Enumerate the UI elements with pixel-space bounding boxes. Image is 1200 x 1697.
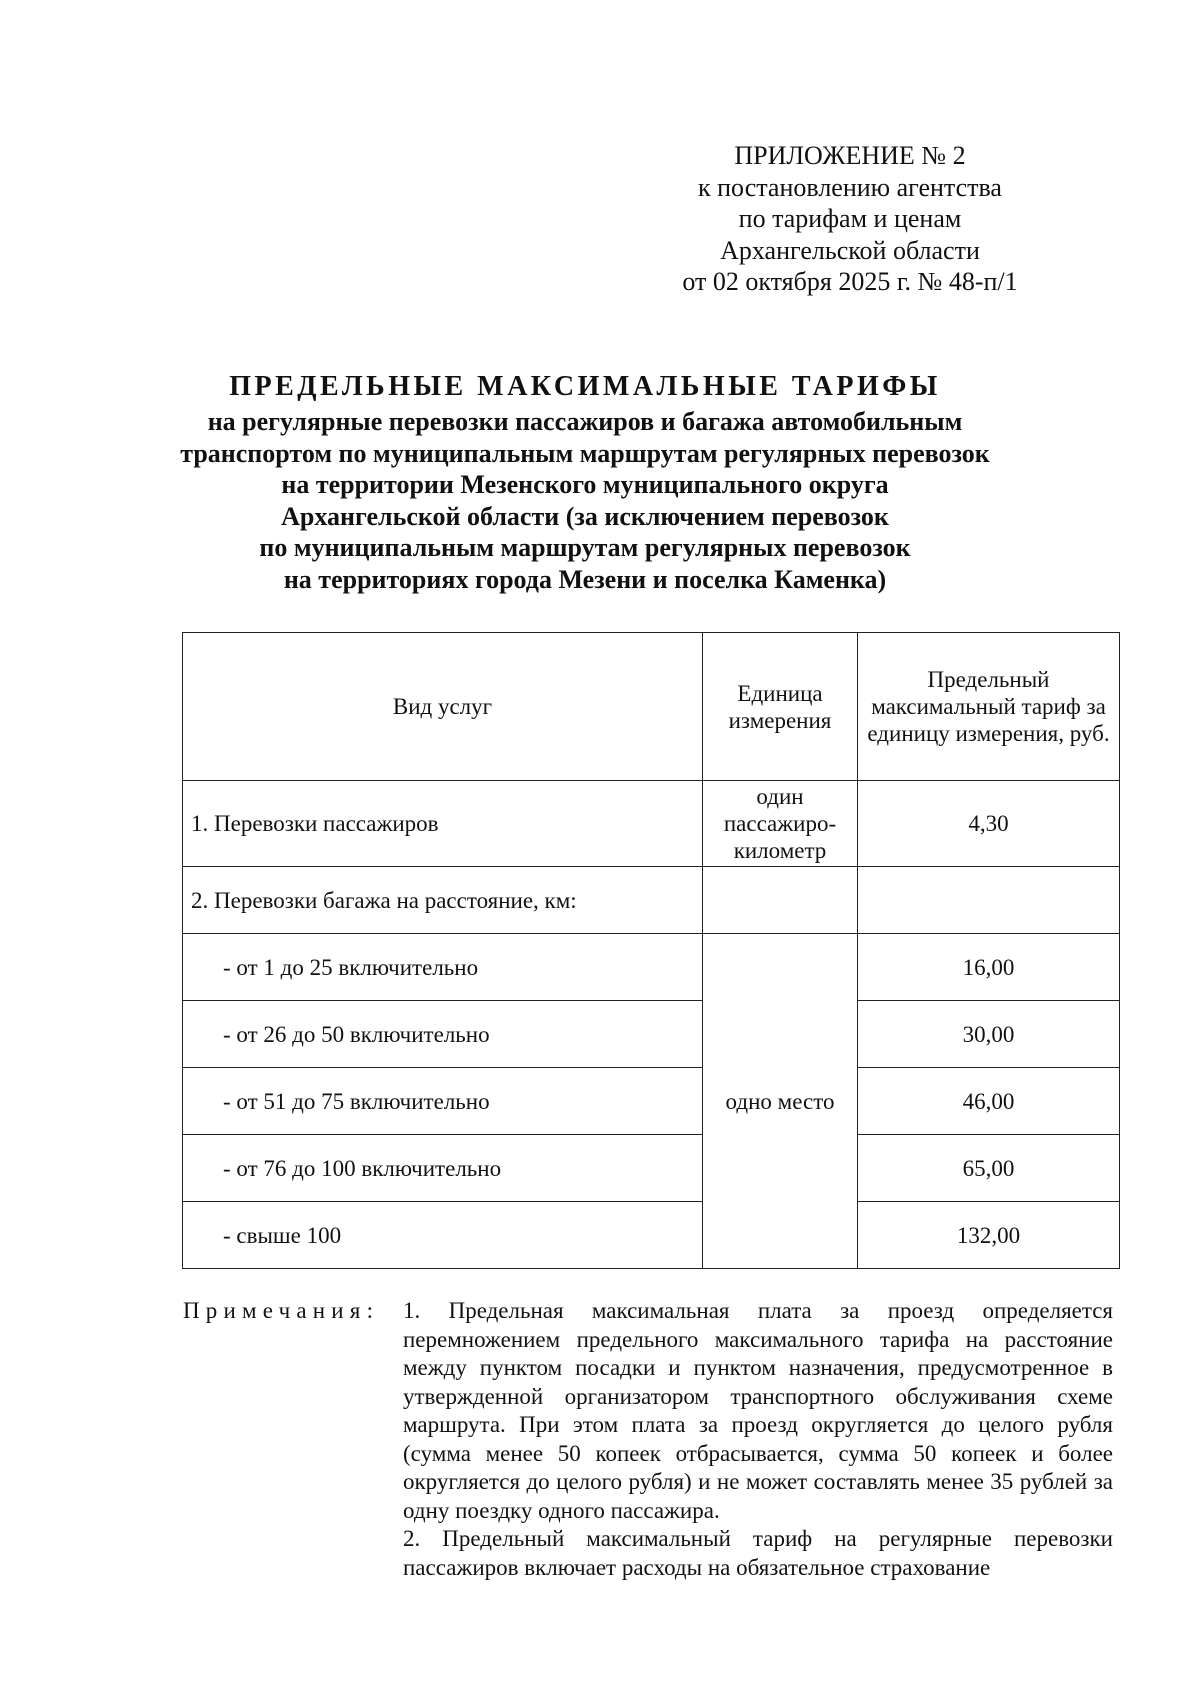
header-tariff: Предельный максимальный тариф за единицу измерения, руб. <box>858 633 1120 781</box>
row-tariff: 132,00 <box>858 1202 1120 1269</box>
row-service: - от 1 до 25 включительно <box>183 934 703 1001</box>
appendix-line: Архангельской области <box>720 235 980 265</box>
row-tariff: 30,00 <box>858 1001 1120 1068</box>
table-row <box>183 1202 1120 1269</box>
row-tariff: 16,00 <box>858 934 1120 1001</box>
row-unit <box>703 867 858 934</box>
appendix-number: ПРИЛОЖЕНИЕ № 2 <box>734 141 966 170</box>
title-subtitle-line: транспортом по муниципальным маршрутам регулярных перевозок <box>180 438 990 468</box>
table-row <box>183 1068 1120 1135</box>
row-service: - от 76 до 100 включительно <box>183 1135 703 1202</box>
baggage-unit-cell: одно место <box>703 934 858 1269</box>
row-service: - свыше 100 <box>183 1202 703 1269</box>
table-row <box>183 1135 1120 1202</box>
title-subtitle-line: на регулярные перевозки пассажиров и багажа автомобильным <box>207 407 963 436</box>
appendix-line: к постановлению агентства <box>698 172 1002 202</box>
table-header-row <box>183 633 1120 781</box>
table-row <box>183 934 1120 1001</box>
row-service: - от 26 до 50 включительно <box>183 1001 703 1068</box>
title-subtitle-line: на территориях города Мезени и поселка Каменка) <box>283 564 887 594</box>
title-main: ПРЕДЕЛЬНЫЕ МАКСИМАЛЬНЫЕ ТАРИФЫ <box>229 371 941 402</box>
row-service: 1. Перевозки пассажиров <box>183 781 703 867</box>
title-subtitle-line: по муниципальным маршрутам регулярных перевозок <box>259 533 911 562</box>
table-row <box>183 867 1120 934</box>
appendix-line: по тарифам и ценам <box>738 204 962 233</box>
title-subtitle-line: на территории Мезенского муниципального округа <box>281 470 889 499</box>
appendix-date-number: от 02 октября 2025 г. № 48-п/1 <box>682 267 1018 296</box>
appendix-block <box>640 140 1060 298</box>
note-item: 1. Предельная максимальная плата за проезд определяется перемножением предельного максимального тарифа на расстояние между пунктом посадки и пунктом назначения, предусмотренное в утвержденной организатором транспортного обслуживания схеме маршрута. При этом плата за проезд округляется до целого рубля (сумма менее 50 копеек отбрасывается, сумма 50 копеек и более округляется до целого рубля) и не может составлять менее 35 рублей за одну поездку одного пассажира. <box>403 1298 1113 1523</box>
notes-label: Примечания: <box>183 1298 380 1323</box>
header-unit: Единица измерения <box>703 633 858 781</box>
title-subtitle-line: Архангельской области (за исключением перевозок <box>281 501 889 531</box>
note-item: 2. Предельный максимальный тариф на регулярные перевозки пассажиров включает расходы на обязательное страхование <box>403 1526 1113 1580</box>
notes-body <box>403 1297 1113 1582</box>
row-service: - от 51 до 75 включительно <box>183 1068 703 1135</box>
row-tariff: 4,30 <box>858 781 1120 867</box>
tariff-table <box>182 632 1120 1269</box>
row-tariff: 46,00 <box>858 1068 1120 1135</box>
table-row <box>183 1001 1120 1068</box>
row-tariff <box>858 867 1120 934</box>
table-row <box>183 781 1120 867</box>
row-tariff: 65,00 <box>858 1135 1120 1202</box>
row-service: 2. Перевозки багажа на расстояние, км: <box>183 867 703 934</box>
row-unit: один пассажиро-километр <box>703 781 858 867</box>
header-service: Вид услуг <box>183 633 703 781</box>
document-title <box>120 370 1050 595</box>
